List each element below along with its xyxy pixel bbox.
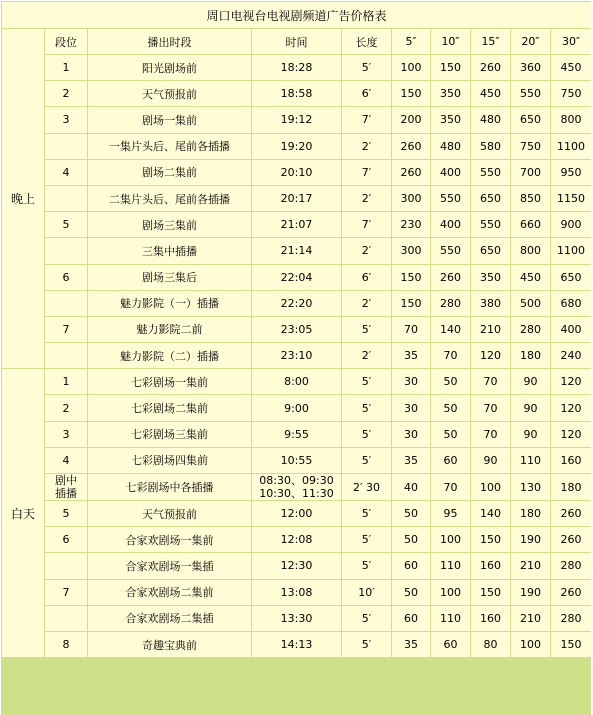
- price-15s-cell: 210: [471, 317, 510, 342]
- table-row: [2, 107, 591, 132]
- price-20s-cell: 650: [511, 107, 550, 132]
- table-row: [2, 212, 591, 237]
- price-10s-cell: 100: [431, 580, 470, 605]
- length-cell: 5′: [342, 369, 391, 394]
- length-cell: 6′: [342, 81, 391, 106]
- evening-period-label: 晚上: [2, 29, 44, 368]
- table-row: [2, 395, 591, 420]
- price-15s-cell: 150: [471, 580, 510, 605]
- price-20s-cell: 110: [511, 448, 550, 473]
- price-20s-cell: 190: [511, 580, 550, 605]
- price-30s-cell: 900: [551, 212, 591, 237]
- price-15s-cell: 90: [471, 448, 510, 473]
- time-cell: 12:00: [252, 501, 341, 526]
- price-10s-cell: 400: [431, 212, 470, 237]
- table-row: [2, 265, 591, 290]
- price-5s-cell: 60: [392, 606, 430, 631]
- length-cell: 5′: [342, 632, 391, 657]
- time-cell: 13:08: [252, 580, 341, 605]
- price-30s-cell: 260: [551, 501, 591, 526]
- position-cell: 2: [45, 395, 87, 420]
- price-5s-cell: 150: [392, 291, 430, 316]
- price-10s-cell: 400: [431, 160, 470, 185]
- slot-cell: 奇趣宝典前: [88, 632, 251, 657]
- price-15s-cell: 100: [471, 474, 510, 500]
- time-cell: 22:04: [252, 265, 341, 290]
- price-15s-cell: 70: [471, 422, 510, 447]
- position-cell: 4: [45, 160, 87, 185]
- slot-cell: 七彩剧场四集前: [88, 448, 251, 473]
- time-cell: 12:08: [252, 527, 341, 552]
- price-30s-cell: 240: [551, 343, 591, 368]
- price-30s-cell: 120: [551, 422, 591, 447]
- price-20s-cell: 180: [511, 501, 550, 526]
- time-cell: 21:14: [252, 238, 341, 263]
- time-cell: 19:20: [252, 134, 341, 159]
- column-header: 10″: [431, 29, 470, 54]
- price-5s-cell: 35: [392, 448, 430, 473]
- position-cell: 1: [45, 55, 87, 80]
- price-15s-cell: 580: [471, 134, 510, 159]
- price-5s-cell: 200: [392, 107, 430, 132]
- price-20s-cell: 90: [511, 395, 550, 420]
- price-5s-cell: 100: [392, 55, 430, 80]
- price-10s-cell: 350: [431, 81, 470, 106]
- price-5s-cell: 30: [392, 369, 430, 394]
- price-10s-cell: 70: [431, 343, 470, 368]
- length-cell: 5′: [342, 527, 391, 552]
- length-cell: 2′ 30: [342, 474, 391, 500]
- price-15s-cell: 160: [471, 553, 510, 578]
- price-15s-cell: 120: [471, 343, 510, 368]
- time-cell: 18:28: [252, 55, 341, 80]
- slot-cell: 七彩剧场中各插播: [88, 474, 251, 500]
- price-20s-cell: 130: [511, 474, 550, 500]
- price-5s-cell: 300: [392, 186, 430, 211]
- length-cell: 2′: [342, 134, 391, 159]
- length-cell: 6′: [342, 265, 391, 290]
- time-cell: 12:30: [252, 553, 341, 578]
- time-cell: 10:55: [252, 448, 341, 473]
- daytime-period-label: 白天: [2, 369, 44, 657]
- price-20s-cell: 210: [511, 606, 550, 631]
- table-row: [2, 580, 591, 605]
- price-15s-cell: 650: [471, 238, 510, 263]
- price-20s-cell: 660: [511, 212, 550, 237]
- time-cell: 21:07: [252, 212, 341, 237]
- price-15s-cell: 380: [471, 291, 510, 316]
- table-row: [2, 317, 591, 342]
- table-row: [2, 55, 591, 80]
- position-cell: 5: [45, 212, 87, 237]
- price-20s-cell: 450: [511, 265, 550, 290]
- time-cell: 8:00: [252, 369, 341, 394]
- length-cell: 5′: [342, 606, 391, 631]
- price-5s-cell: 50: [392, 580, 430, 605]
- position-cell: 5: [45, 501, 87, 526]
- price-30s-cell: 150: [551, 632, 591, 657]
- price-30s-cell: 1100: [551, 238, 591, 263]
- column-header: 5″: [392, 29, 430, 54]
- slot-cell: 合家欢剧场二集插: [88, 606, 251, 631]
- slot-cell: 剧场三集后: [88, 265, 251, 290]
- price-20s-cell: 750: [511, 134, 550, 159]
- length-cell: 5′: [342, 553, 391, 578]
- price-30s-cell: 750: [551, 81, 591, 106]
- length-cell: 7′: [342, 107, 391, 132]
- price-20s-cell: 280: [511, 317, 550, 342]
- price-5s-cell: 150: [392, 81, 430, 106]
- table-row: [2, 632, 591, 657]
- price-5s-cell: 35: [392, 343, 430, 368]
- time-cell: 23:05: [252, 317, 341, 342]
- position-cell: [45, 343, 87, 368]
- table-body: [2, 29, 591, 657]
- price-5s-cell: 230: [392, 212, 430, 237]
- price-30s-cell: 260: [551, 580, 591, 605]
- price-30s-cell: 180: [551, 474, 591, 500]
- position-cell: [45, 238, 87, 263]
- table-row: [2, 81, 591, 106]
- slot-cell: 合家欢剧场一集前: [88, 527, 251, 552]
- time-cell: 22:20: [252, 291, 341, 316]
- price-15s-cell: 160: [471, 606, 510, 631]
- length-cell: 2′: [342, 186, 391, 211]
- price-30s-cell: 680: [551, 291, 591, 316]
- price-20s-cell: 210: [511, 553, 550, 578]
- price-10s-cell: 70: [431, 474, 470, 500]
- price-10s-cell: 150: [431, 55, 470, 80]
- time-cell: 9:00: [252, 395, 341, 420]
- time-cell: 23:10: [252, 343, 341, 368]
- price-10s-cell: 550: [431, 238, 470, 263]
- time-cell: 9:55: [252, 422, 341, 447]
- price-5s-cell: 150: [392, 265, 430, 290]
- price-20s-cell: 90: [511, 369, 550, 394]
- column-header: 段位: [45, 29, 87, 54]
- price-15s-cell: 550: [471, 212, 510, 237]
- slot-cell: 剧场三集前: [88, 212, 251, 237]
- table-row: [2, 606, 591, 631]
- price-5s-cell: 70: [392, 317, 430, 342]
- price-5s-cell: 30: [392, 395, 430, 420]
- price-5s-cell: 260: [392, 160, 430, 185]
- position-cell: [45, 291, 87, 316]
- length-cell: 2′: [342, 291, 391, 316]
- length-cell: 7′: [342, 212, 391, 237]
- position-cell: 3: [45, 422, 87, 447]
- price-30s-cell: 120: [551, 395, 591, 420]
- table-row: [2, 238, 591, 263]
- time-line: 08:30、09:30: [259, 474, 334, 487]
- price-30s-cell: 1100: [551, 134, 591, 159]
- table-row: [2, 186, 591, 211]
- position-cell: [45, 553, 87, 578]
- price-30s-cell: 400: [551, 317, 591, 342]
- price-30s-cell: 800: [551, 107, 591, 132]
- price-10s-cell: 60: [431, 448, 470, 473]
- position-line: 插播: [55, 487, 77, 500]
- price-30s-cell: 1150: [551, 186, 591, 211]
- price-30s-cell: 160: [551, 448, 591, 473]
- price-5s-cell: 50: [392, 501, 430, 526]
- table-row: [2, 369, 591, 394]
- price-30s-cell: 120: [551, 369, 591, 394]
- price-5s-cell: 35: [392, 632, 430, 657]
- time-cell: 19:12: [252, 107, 341, 132]
- price-5s-cell: 40: [392, 474, 430, 500]
- price-20s-cell: 700: [511, 160, 550, 185]
- price-10s-cell: 110: [431, 606, 470, 631]
- length-cell: 5′: [342, 317, 391, 342]
- slot-cell: 魅力影院（二）插播: [88, 343, 251, 368]
- slot-cell: 魅力影院二前: [88, 317, 251, 342]
- price-20s-cell: 850: [511, 186, 550, 211]
- length-cell: 2′: [342, 238, 391, 263]
- slot-cell: 二集片头后、尾前各插播: [88, 186, 251, 211]
- time-cell: 14:13: [252, 632, 341, 657]
- slot-cell: 七彩剧场二集前: [88, 395, 251, 420]
- column-header: 时间: [252, 29, 341, 54]
- position-cell: 7: [45, 317, 87, 342]
- slot-cell: 天气预报前: [88, 81, 251, 106]
- price-5s-cell: 60: [392, 553, 430, 578]
- price-10s-cell: 100: [431, 527, 470, 552]
- length-cell: 5′: [342, 422, 391, 447]
- table-row: [2, 474, 591, 500]
- table-row: [2, 527, 591, 552]
- price-30s-cell: 260: [551, 527, 591, 552]
- table-row: [2, 501, 591, 526]
- price-10s-cell: 480: [431, 134, 470, 159]
- price-10s-cell: 50: [431, 422, 470, 447]
- price-20s-cell: 190: [511, 527, 550, 552]
- time-cell: 20:17: [252, 186, 341, 211]
- slot-cell: 三集中插播: [88, 238, 251, 263]
- position-cell: 6: [45, 265, 87, 290]
- price-20s-cell: 500: [511, 291, 550, 316]
- table-title: 周口电视台电视剧频道广告价格表: [2, 2, 591, 28]
- length-cell: 5′: [342, 448, 391, 473]
- position-cell: [45, 606, 87, 631]
- price-20s-cell: 100: [511, 632, 550, 657]
- slot-cell: 七彩剧场三集前: [88, 422, 251, 447]
- price-15s-cell: 350: [471, 265, 510, 290]
- length-cell: 5′: [342, 55, 391, 80]
- position-cell: 3: [45, 107, 87, 132]
- table-row: [2, 448, 591, 473]
- column-header: 20″: [511, 29, 550, 54]
- length-cell: 2′: [342, 343, 391, 368]
- position-cell: [45, 186, 87, 211]
- slot-cell: 一集片头后、尾前各插播: [88, 134, 251, 159]
- slot-cell: 合家欢剧场一集插: [88, 553, 251, 578]
- price-15s-cell: 550: [471, 160, 510, 185]
- price-table-container: [1, 1, 591, 715]
- price-10s-cell: 550: [431, 186, 470, 211]
- ad-price-table: [1, 1, 592, 658]
- price-30s-cell: 280: [551, 606, 591, 631]
- price-15s-cell: 70: [471, 369, 510, 394]
- price-30s-cell: 280: [551, 553, 591, 578]
- column-header: 长度: [342, 29, 391, 54]
- price-20s-cell: 180: [511, 343, 550, 368]
- slot-cell: 七彩剧场一集前: [88, 369, 251, 394]
- price-15s-cell: 480: [471, 107, 510, 132]
- header-row: [2, 29, 591, 54]
- column-header: 15″: [471, 29, 510, 54]
- price-15s-cell: 80: [471, 632, 510, 657]
- slot-cell: 魅力影院（一）插播: [88, 291, 251, 316]
- table-row: [2, 134, 591, 159]
- price-15s-cell: 140: [471, 501, 510, 526]
- position-cell: 8: [45, 632, 87, 657]
- time-line: 10:30、11:30: [259, 487, 334, 500]
- price-10s-cell: 280: [431, 291, 470, 316]
- price-10s-cell: 260: [431, 265, 470, 290]
- time-cell: 20:10: [252, 160, 341, 185]
- position-cell: 7: [45, 580, 87, 605]
- price-10s-cell: 50: [431, 395, 470, 420]
- price-10s-cell: 50: [431, 369, 470, 394]
- slot-cell: 合家欢剧场二集前: [88, 580, 251, 605]
- price-15s-cell: 70: [471, 395, 510, 420]
- length-cell: 5′: [342, 395, 391, 420]
- position-cell: [45, 134, 87, 159]
- price-15s-cell: 650: [471, 186, 510, 211]
- table-row: [2, 343, 591, 368]
- slot-cell: 阳光剧场前: [88, 55, 251, 80]
- slot-cell: 天气预报前: [88, 501, 251, 526]
- price-15s-cell: 450: [471, 81, 510, 106]
- price-10s-cell: 110: [431, 553, 470, 578]
- slot-cell: 剧场二集前: [88, 160, 251, 185]
- column-header: 播出时段: [88, 29, 251, 54]
- table-row: [2, 160, 591, 185]
- price-30s-cell: 650: [551, 265, 591, 290]
- table-row: [2, 291, 591, 316]
- position-cell: [45, 474, 87, 500]
- price-15s-cell: 260: [471, 55, 510, 80]
- price-5s-cell: 30: [392, 422, 430, 447]
- price-30s-cell: 450: [551, 55, 591, 80]
- length-cell: 10′: [342, 580, 391, 605]
- table-row: [2, 553, 591, 578]
- price-20s-cell: 360: [511, 55, 550, 80]
- position-cell: 2: [45, 81, 87, 106]
- price-20s-cell: 90: [511, 422, 550, 447]
- position-cell: 4: [45, 448, 87, 473]
- time-cell: [252, 474, 341, 500]
- price-5s-cell: 260: [392, 134, 430, 159]
- price-5s-cell: 300: [392, 238, 430, 263]
- time-cell: 18:58: [252, 81, 341, 106]
- price-10s-cell: 350: [431, 107, 470, 132]
- price-20s-cell: 550: [511, 81, 550, 106]
- length-cell: 5′: [342, 501, 391, 526]
- column-header: 30″: [551, 29, 591, 54]
- position-line: 剧中: [55, 474, 77, 487]
- price-10s-cell: 140: [431, 317, 470, 342]
- price-10s-cell: 60: [431, 632, 470, 657]
- price-15s-cell: 150: [471, 527, 510, 552]
- slot-cell: 剧场一集前: [88, 107, 251, 132]
- price-30s-cell: 950: [551, 160, 591, 185]
- price-10s-cell: 95: [431, 501, 470, 526]
- time-cell: 13:30: [252, 606, 341, 631]
- position-cell: 1: [45, 369, 87, 394]
- length-cell: 7′: [342, 160, 391, 185]
- price-5s-cell: 50: [392, 527, 430, 552]
- price-20s-cell: 800: [511, 238, 550, 263]
- table-row: [2, 422, 591, 447]
- position-cell: 6: [45, 527, 87, 552]
